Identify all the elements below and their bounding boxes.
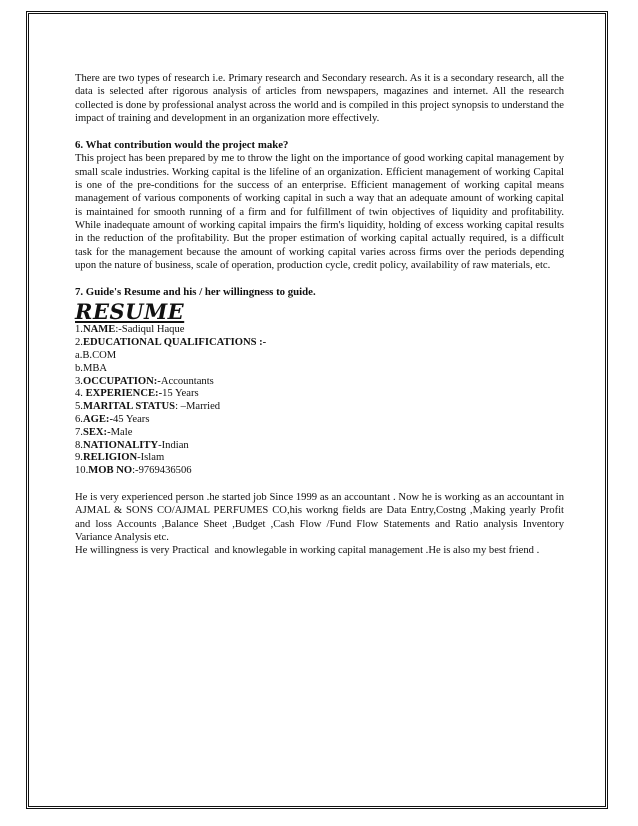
resume-item-name: 1.NAME:-Sadiqul Haque xyxy=(75,324,185,336)
resume-item-nationality: 8.NATIONALITY-Indian xyxy=(75,439,189,451)
resume-item-mobile: 10.MOB NO:-9769436506 xyxy=(75,465,192,477)
document-body xyxy=(75,72,564,558)
resume-item-age: 6.AGE:-45 Years xyxy=(75,414,150,426)
resume-item-marital-status: 5.MARITAL STATUS: –Married xyxy=(75,401,221,413)
willingness-paragraph: He willingness is very Practical and knowlegable in working capital management .He is also my best friend . xyxy=(75,545,540,557)
experience-paragraph: He is very experienced person .he started job Since 1999 as an accountant . Now he is working as an accountant in AJMAL & SONS CO/AJMAL PERFUMES CO,his workng fields are Data Entry,Costng ,Making yearly Profit and loss Accounts ,Balance Sheet ,Budget ,Cash Flow /Fund Flow Statements and Ratio analysis Inventory Variance Analysis etc. xyxy=(75,492,564,543)
resume-item-sex: 7.SEX:-Male xyxy=(75,426,133,438)
resume-item-experience: 4. EXPERIENCE:-15 Years xyxy=(75,388,199,400)
resume-item-education-bcom: a.B.COM xyxy=(75,350,117,362)
resume-item-occupation: 3.OCCUPATION:-Accountants xyxy=(75,375,214,387)
resume-item-education-mba: b.MBA xyxy=(75,362,108,374)
resume-item-education: 2.EDUCATIONAL QUALIFICATIONS :- xyxy=(75,337,267,349)
section-7-heading: 7. Guide's Resume and his / her willingness to guide. xyxy=(75,286,316,299)
spacer xyxy=(75,478,564,491)
resume-list xyxy=(75,324,564,478)
section-6-body: This project has been prepared by me to throw the light on the importance of good working capital management by small scale industries. Working capital is the lifeline of an organization. Efficient management of working Capital is one of the pre-conditions for the success of an enterprise. Efficient management of working capital means management of various components of working capital in such a way that an adequate amount of working capital is maintained for smooth running of a firm and for fulfillment of twin objectives of liquidity and profitability. While inadequate amount of working capital impairs the firm's liquidity, holding of excess working capital results in the reduction of the profitability. But the proper estimation of working capital actually required, is a difficult task for the management because the amount of working capital varies across firms over the periods depending upon the nature of business, scale of operation, production cycle, credit policy, availability of raw materials, etc. xyxy=(75,153,564,271)
section-6-heading: 6. What contribution would the project make? xyxy=(75,139,289,152)
resume-title: RESUME xyxy=(75,299,185,325)
resume-item-religion: 9.RELIGION-Islam xyxy=(75,452,165,464)
intro-paragraph: There are two types of research i.e. Primary research and Secondary research. As it is a secondary research, all the data is selected after rigorous analysis of articles from newspapers, magazines and internet. All the research collected is done by professional analyst across the world and is compiled in this project synopsis to understand the impact of training and development in an organization more effectively. xyxy=(75,73,564,124)
